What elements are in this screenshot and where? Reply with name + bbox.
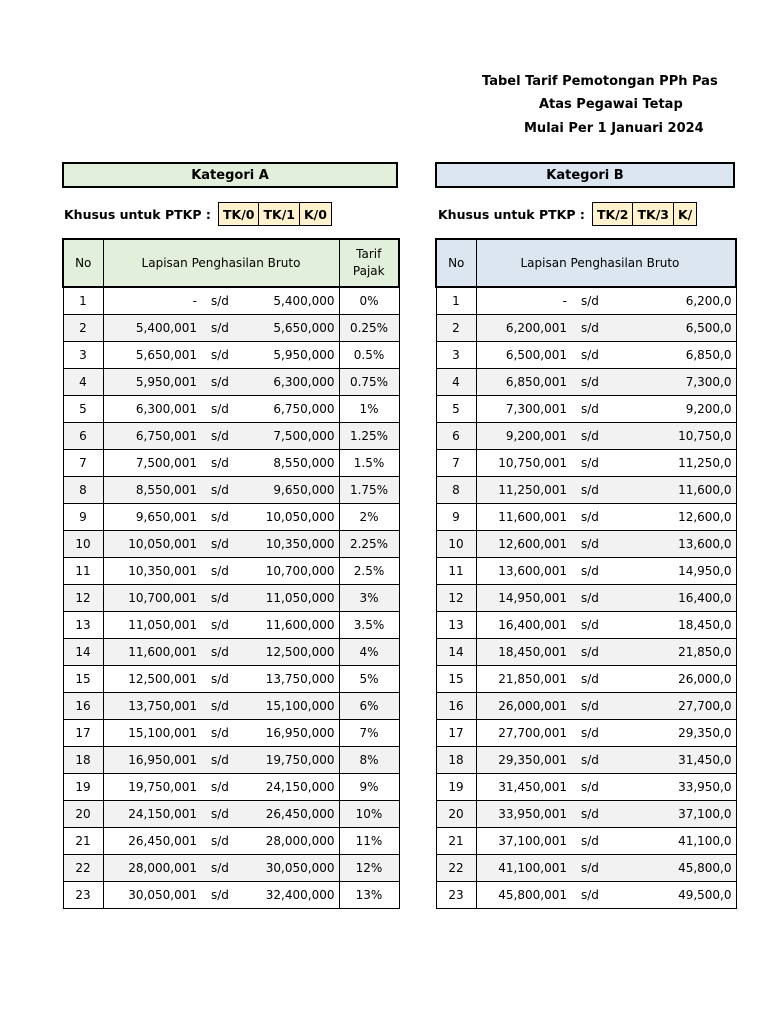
range-separator: s/d — [203, 449, 243, 476]
range-from: 41,100,001 — [476, 854, 573, 881]
range-from: 6,750,001 — [103, 422, 203, 449]
range-from: 27,700,001 — [476, 719, 573, 746]
range-from: 28,000,001 — [103, 854, 203, 881]
ptkp-code: TK/0 — [218, 202, 259, 226]
range-separator: s/d — [203, 665, 243, 692]
range-separator: s/d — [573, 368, 613, 395]
range-from: 15,100,001 — [103, 719, 203, 746]
row-number: 9 — [63, 503, 103, 530]
range-separator: s/d — [573, 422, 613, 449]
row-number: 7 — [436, 449, 476, 476]
range-separator: s/d — [203, 773, 243, 800]
category-a-rows — [63, 287, 399, 908]
tax-rate: 10% — [339, 800, 399, 827]
table-row — [63, 800, 399, 827]
range-from: 30,050,001 — [103, 881, 203, 908]
table-row — [63, 584, 399, 611]
table-row — [436, 341, 736, 368]
row-number: 14 — [63, 638, 103, 665]
range-from: 7,500,001 — [103, 449, 203, 476]
range-from: 6,300,001 — [103, 395, 203, 422]
category-a-ptkp-list — [219, 202, 332, 226]
row-number: 4 — [436, 368, 476, 395]
tax-rate: 4% — [339, 638, 399, 665]
range-separator: s/d — [203, 503, 243, 530]
range-from: 5,400,001 — [103, 314, 203, 341]
range-from: 19,750,001 — [103, 773, 203, 800]
document-effective-date: Mulai Per 1 Januari 2024 — [524, 121, 704, 136]
range-to: 29,350,0 — [613, 719, 736, 746]
range-separator: s/d — [203, 314, 243, 341]
tax-rate: 0% — [339, 287, 399, 314]
range-to: 7,300,0 — [613, 368, 736, 395]
table-row — [436, 449, 736, 476]
range-from: 31,450,001 — [476, 773, 573, 800]
category-b-rate-table — [435, 238, 737, 909]
tax-rate: 9% — [339, 773, 399, 800]
range-to: 45,800,0 — [613, 854, 736, 881]
range-separator: s/d — [203, 719, 243, 746]
range-to: 5,400,000 — [243, 287, 339, 314]
table-row — [63, 395, 399, 422]
range-to: 26,000,0 — [613, 665, 736, 692]
tax-rate: 2% — [339, 503, 399, 530]
tax-rate: 1% — [339, 395, 399, 422]
table-row — [436, 422, 736, 449]
column-header-range: Lapisan Penghasilan Bruto — [103, 239, 339, 287]
row-number: 10 — [63, 530, 103, 557]
range-to: 26,450,000 — [243, 800, 339, 827]
category-b-rows — [436, 287, 736, 908]
row-number: 22 — [63, 854, 103, 881]
range-to: 19,750,000 — [243, 746, 339, 773]
range-from: 6,200,001 — [476, 314, 573, 341]
tax-rate: 11% — [339, 827, 399, 854]
range-separator: s/d — [573, 287, 613, 314]
table-row — [436, 287, 736, 314]
row-number: 20 — [63, 800, 103, 827]
row-number: 20 — [436, 800, 476, 827]
range-from: 26,450,001 — [103, 827, 203, 854]
range-separator: s/d — [203, 557, 243, 584]
range-separator: s/d — [573, 665, 613, 692]
range-separator: s/d — [203, 395, 243, 422]
row-number: 23 — [436, 881, 476, 908]
category-a-rate-table — [62, 238, 400, 909]
range-to: 27,700,0 — [613, 692, 736, 719]
row-number: 21 — [63, 827, 103, 854]
table-row — [436, 530, 736, 557]
range-from: 8,550,001 — [103, 476, 203, 503]
row-number: 11 — [436, 557, 476, 584]
table-row — [63, 719, 399, 746]
category-b-header: Kategori B — [435, 162, 735, 188]
row-number: 17 — [63, 719, 103, 746]
range-from: 16,950,001 — [103, 746, 203, 773]
row-number: 13 — [63, 611, 103, 638]
range-to: 10,050,000 — [243, 503, 339, 530]
table-row — [436, 719, 736, 746]
range-from: 7,300,001 — [476, 395, 573, 422]
range-from: 12,500,001 — [103, 665, 203, 692]
range-to: 16,400,0 — [613, 584, 736, 611]
table-row — [63, 530, 399, 557]
range-to: 37,100,0 — [613, 800, 736, 827]
row-number: 16 — [436, 692, 476, 719]
range-to: 12,600,0 — [613, 503, 736, 530]
tax-rate: 0.75% — [339, 368, 399, 395]
row-number: 17 — [436, 719, 476, 746]
range-to: 11,050,000 — [243, 584, 339, 611]
table-row — [436, 854, 736, 881]
range-from: 10,350,001 — [103, 557, 203, 584]
table-row — [63, 449, 399, 476]
range-to: 6,300,000 — [243, 368, 339, 395]
table-row — [436, 827, 736, 854]
category-a-ptkp-label: Khusus untuk PTKP : — [64, 207, 211, 222]
range-separator: s/d — [203, 368, 243, 395]
ptkp-code: TK/3 — [632, 202, 673, 226]
range-separator: s/d — [203, 746, 243, 773]
range-to: 10,350,000 — [243, 530, 339, 557]
range-separator: s/d — [203, 881, 243, 908]
range-from: 26,000,001 — [476, 692, 573, 719]
table-row — [63, 341, 399, 368]
range-from: 11,250,001 — [476, 476, 573, 503]
table-row — [63, 854, 399, 881]
range-to: 16,950,000 — [243, 719, 339, 746]
tax-rate: 8% — [339, 746, 399, 773]
row-number: 7 — [63, 449, 103, 476]
document-subtitle: Atas Pegawai Tetap — [539, 97, 683, 112]
range-to: 33,950,0 — [613, 773, 736, 800]
table-row — [436, 881, 736, 908]
row-number: 15 — [436, 665, 476, 692]
range-to: 28,000,000 — [243, 827, 339, 854]
row-number: 3 — [63, 341, 103, 368]
row-number: 23 — [63, 881, 103, 908]
range-from: 29,350,001 — [476, 746, 573, 773]
row-number: 11 — [63, 557, 103, 584]
row-number: 6 — [63, 422, 103, 449]
range-separator: s/d — [203, 530, 243, 557]
column-header-range: Lapisan Penghasilan Bruto — [476, 239, 736, 287]
tax-rate: 2.25% — [339, 530, 399, 557]
range-to: 24,150,000 — [243, 773, 339, 800]
row-number: 3 — [436, 341, 476, 368]
row-number: 1 — [63, 287, 103, 314]
range-from: 12,600,001 — [476, 530, 573, 557]
range-from: 9,650,001 — [103, 503, 203, 530]
range-from: 18,450,001 — [476, 638, 573, 665]
table-row — [436, 368, 736, 395]
range-to: 6,750,000 — [243, 395, 339, 422]
range-from: 11,600,001 — [103, 638, 203, 665]
row-number: 5 — [436, 395, 476, 422]
range-separator: s/d — [573, 557, 613, 584]
table-header-row — [436, 239, 736, 287]
range-to: 13,600,0 — [613, 530, 736, 557]
range-from: 13,750,001 — [103, 692, 203, 719]
table-row — [63, 422, 399, 449]
row-number: 6 — [436, 422, 476, 449]
row-number: 2 — [63, 314, 103, 341]
range-separator: s/d — [573, 476, 613, 503]
range-from: 11,050,001 — [103, 611, 203, 638]
row-number: 1 — [436, 287, 476, 314]
range-to: 31,450,0 — [613, 746, 736, 773]
range-to: 10,750,0 — [613, 422, 736, 449]
range-to: 7,500,000 — [243, 422, 339, 449]
row-number: 5 — [63, 395, 103, 422]
category-b-ptkp-list — [593, 202, 697, 226]
range-separator: s/d — [203, 638, 243, 665]
range-from: 13,600,001 — [476, 557, 573, 584]
table-row — [436, 584, 736, 611]
row-number: 21 — [436, 827, 476, 854]
range-from: - — [103, 287, 203, 314]
row-number: 18 — [436, 746, 476, 773]
range-separator: s/d — [573, 719, 613, 746]
range-separator: s/d — [573, 773, 613, 800]
range-separator: s/d — [573, 746, 613, 773]
range-to: 13,750,000 — [243, 665, 339, 692]
range-from: 6,850,001 — [476, 368, 573, 395]
table-row — [436, 773, 736, 800]
row-number: 8 — [436, 476, 476, 503]
table-row — [63, 368, 399, 395]
table-row — [436, 800, 736, 827]
range-separator: s/d — [203, 287, 243, 314]
tax-rate: 6% — [339, 692, 399, 719]
table-row — [63, 827, 399, 854]
tax-rate: 1.5% — [339, 449, 399, 476]
range-from: 37,100,001 — [476, 827, 573, 854]
tax-rate: 3% — [339, 584, 399, 611]
tax-rate: 0.5% — [339, 341, 399, 368]
range-to: 6,850,0 — [613, 341, 736, 368]
range-from: 5,950,001 — [103, 368, 203, 395]
range-to: 32,400,000 — [243, 881, 339, 908]
range-to: 21,850,0 — [613, 638, 736, 665]
category-b-ptkp-label: Khusus untuk PTKP : — [438, 207, 585, 222]
range-from: 10,750,001 — [476, 449, 573, 476]
range-separator: s/d — [203, 422, 243, 449]
table-row — [63, 692, 399, 719]
range-from: 10,050,001 — [103, 530, 203, 557]
range-to: 41,100,0 — [613, 827, 736, 854]
tax-rate: 0.25% — [339, 314, 399, 341]
range-separator: s/d — [573, 692, 613, 719]
table-row — [63, 746, 399, 773]
range-to: 12,500,000 — [243, 638, 339, 665]
table-row — [436, 557, 736, 584]
range-separator: s/d — [573, 584, 613, 611]
range-to: 9,650,000 — [243, 476, 339, 503]
range-to: 6,200,0 — [613, 287, 736, 314]
table-row — [63, 638, 399, 665]
range-separator: s/d — [573, 449, 613, 476]
range-to: 18,450,0 — [613, 611, 736, 638]
range-separator: s/d — [203, 827, 243, 854]
table-row — [436, 476, 736, 503]
ptkp-code: TK/2 — [592, 202, 633, 226]
tax-rate: 3.5% — [339, 611, 399, 638]
range-from: 24,150,001 — [103, 800, 203, 827]
row-number: 4 — [63, 368, 103, 395]
ptkp-code: K/0 — [299, 202, 332, 226]
table-row — [436, 746, 736, 773]
table-row — [63, 773, 399, 800]
table-row — [436, 611, 736, 638]
range-separator: s/d — [573, 530, 613, 557]
range-to: 8,550,000 — [243, 449, 339, 476]
ptkp-code: K/ — [673, 202, 697, 226]
table-row — [63, 881, 399, 908]
range-from: 45,800,001 — [476, 881, 573, 908]
range-separator: s/d — [573, 800, 613, 827]
range-to: 9,200,0 — [613, 395, 736, 422]
range-separator: s/d — [203, 341, 243, 368]
range-to: 14,950,0 — [613, 557, 736, 584]
range-separator: s/d — [573, 611, 613, 638]
table-row — [436, 395, 736, 422]
range-from: 11,600,001 — [476, 503, 573, 530]
row-number: 10 — [436, 530, 476, 557]
column-header-no: No — [436, 239, 476, 287]
column-header-no: No — [63, 239, 103, 287]
row-number: 19 — [63, 773, 103, 800]
row-number: 2 — [436, 314, 476, 341]
tax-rate: 5% — [339, 665, 399, 692]
row-number: 15 — [63, 665, 103, 692]
range-separator: s/d — [573, 395, 613, 422]
row-number: 12 — [63, 584, 103, 611]
row-number: 18 — [63, 746, 103, 773]
range-separator: s/d — [573, 503, 613, 530]
range-to: 5,650,000 — [243, 314, 339, 341]
tax-rate: 1.25% — [339, 422, 399, 449]
range-to: 11,250,0 — [613, 449, 736, 476]
row-number: 8 — [63, 476, 103, 503]
range-separator: s/d — [573, 827, 613, 854]
table-row — [63, 287, 399, 314]
table-row — [63, 314, 399, 341]
row-number: 14 — [436, 638, 476, 665]
row-number: 13 — [436, 611, 476, 638]
tax-rate: 12% — [339, 854, 399, 881]
range-separator: s/d — [203, 476, 243, 503]
range-separator: s/d — [573, 854, 613, 881]
category-a-header: Kategori A — [62, 162, 398, 188]
range-from: 14,950,001 — [476, 584, 573, 611]
table-row — [63, 476, 399, 503]
range-separator: s/d — [203, 611, 243, 638]
table-row — [436, 503, 736, 530]
range-from: 6,500,001 — [476, 341, 573, 368]
range-to: 11,600,000 — [243, 611, 339, 638]
tax-rate: 13% — [339, 881, 399, 908]
row-number: 19 — [436, 773, 476, 800]
row-number: 9 — [436, 503, 476, 530]
range-separator: s/d — [573, 881, 613, 908]
table-row — [436, 314, 736, 341]
table-row — [63, 557, 399, 584]
tax-rate: 7% — [339, 719, 399, 746]
table-row — [436, 665, 736, 692]
range-from: 9,200,001 — [476, 422, 573, 449]
range-from: 16,400,001 — [476, 611, 573, 638]
table-row — [436, 638, 736, 665]
table-row — [63, 611, 399, 638]
range-separator: s/d — [203, 584, 243, 611]
range-to: 11,600,0 — [613, 476, 736, 503]
range-to: 15,100,000 — [243, 692, 339, 719]
range-separator: s/d — [573, 638, 613, 665]
range-to: 5,950,000 — [243, 341, 339, 368]
range-separator: s/d — [203, 854, 243, 881]
range-separator: s/d — [573, 341, 613, 368]
table-header-row — [63, 239, 399, 287]
table-row — [63, 665, 399, 692]
range-from: 5,650,001 — [103, 341, 203, 368]
tax-rate: 2.5% — [339, 557, 399, 584]
ptkp-code: TK/1 — [258, 202, 299, 226]
range-from: - — [476, 287, 573, 314]
row-number: 22 — [436, 854, 476, 881]
range-to: 30,050,000 — [243, 854, 339, 881]
range-to: 49,500,0 — [613, 881, 736, 908]
range-separator: s/d — [573, 314, 613, 341]
table-row — [63, 503, 399, 530]
range-to: 10,700,000 — [243, 557, 339, 584]
range-from: 21,850,001 — [476, 665, 573, 692]
document-title: Tabel Tarif Pemotongan PPh Pas — [482, 74, 718, 89]
tax-rate: 1.75% — [339, 476, 399, 503]
column-header-rate: Tarif Pajak — [339, 239, 399, 287]
row-number: 16 — [63, 692, 103, 719]
table-row — [436, 692, 736, 719]
range-from: 33,950,001 — [476, 800, 573, 827]
row-number: 12 — [436, 584, 476, 611]
range-separator: s/d — [203, 692, 243, 719]
range-separator: s/d — [203, 800, 243, 827]
range-to: 6,500,0 — [613, 314, 736, 341]
range-from: 10,700,001 — [103, 584, 203, 611]
